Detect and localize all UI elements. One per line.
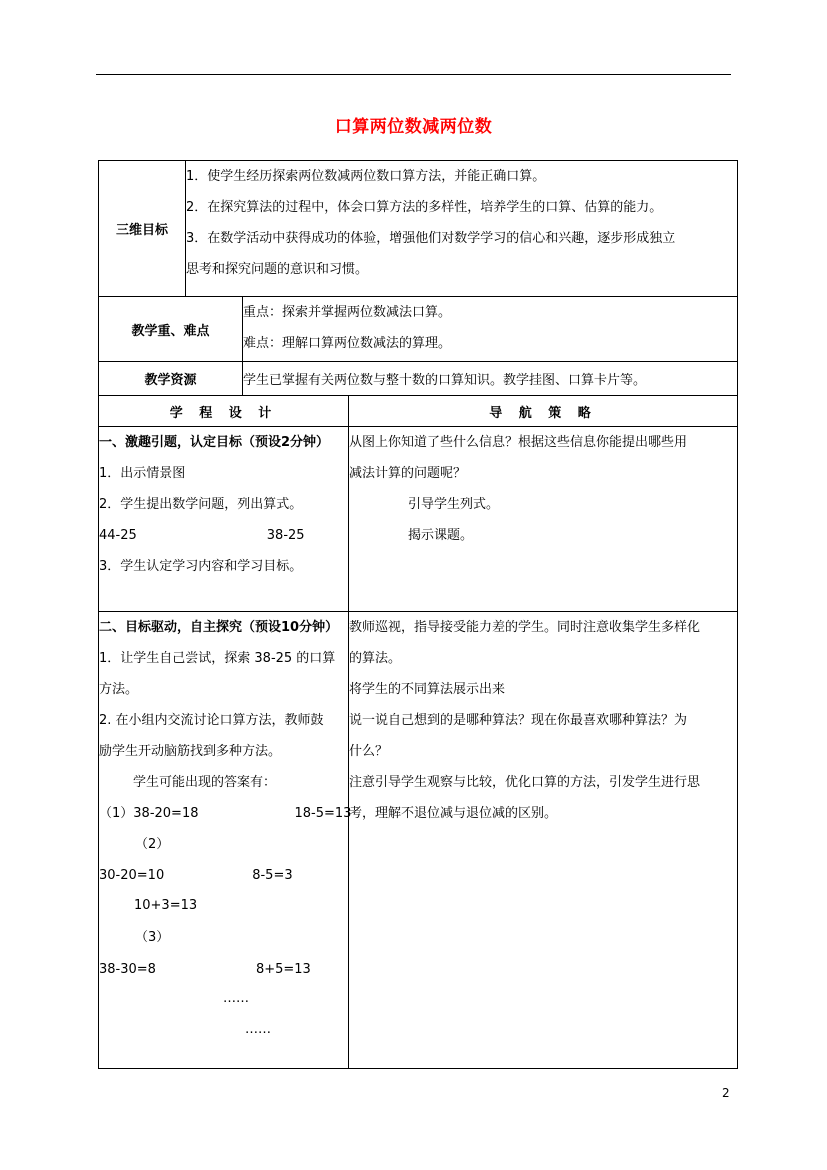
equation: 18-5=13 bbox=[294, 806, 352, 821]
section2-line: 2. 在小组内交流讨论口算方法，教师鼓 bbox=[99, 713, 324, 728]
goals-label: 三维目标 bbox=[99, 161, 186, 297]
section2-heading: 二、目标驱动，自主探究（预设10分钟） bbox=[99, 620, 339, 635]
section2-line: 励学生开动脑筋找到多种方法。 bbox=[99, 744, 282, 759]
equation: 38-30=8 bbox=[99, 962, 156, 977]
strategy-line: 减法计算的问题呢？ bbox=[349, 466, 467, 481]
section1-item: 1．出示情景图 bbox=[99, 466, 186, 481]
answer-3-label: （3） bbox=[135, 930, 170, 945]
strategy-line: 揭示课题。 bbox=[408, 528, 474, 543]
equation: 8+5=13 bbox=[255, 962, 311, 977]
section1-design bbox=[99, 427, 349, 612]
section2-line: 方法。 bbox=[99, 682, 139, 697]
lesson-plan-table bbox=[98, 160, 738, 1069]
strategy-line: 说一说自己想到的是哪种算法？现在你最喜欢哪种算法？为 bbox=[349, 713, 688, 728]
section1-strategy bbox=[349, 427, 738, 612]
strategy-line: 考，理解不退位减与退位减的区别。 bbox=[349, 806, 558, 821]
ellipsis: …… bbox=[223, 991, 249, 1006]
answer-2 bbox=[99, 860, 348, 891]
equation: 30-20=10 bbox=[99, 868, 165, 883]
keypoint-line: 难点：理解口算两位数减法的算理。 bbox=[243, 336, 452, 351]
strategy-line: 教师巡视，指导接受能力差的学生。同时注意收集学生多样化 bbox=[349, 620, 701, 635]
answer-2-label: （2） bbox=[135, 837, 170, 852]
section2-row bbox=[99, 612, 738, 1069]
page-number: 2 bbox=[722, 1086, 730, 1100]
resources-label: 教学资源 bbox=[99, 362, 243, 396]
equation: 44-25 bbox=[99, 528, 137, 543]
equation: 38-25 bbox=[266, 528, 305, 543]
keypoints-label: 教学重、难点 bbox=[99, 297, 243, 362]
answers-intro: 学生可能出现的答案有： bbox=[133, 775, 277, 790]
goal-line: 2．在探究算法的过程中，体会口算方法的多样性，培养学生的口算、估算的能力。 bbox=[186, 200, 663, 215]
goals-content bbox=[186, 161, 738, 297]
goals-row bbox=[99, 161, 738, 297]
strategy-line: 引导学生列式。 bbox=[408, 497, 500, 512]
section1-row bbox=[99, 427, 738, 612]
section1-heading: 一、激趣引题，认定目标（预设2分钟） bbox=[99, 435, 330, 450]
header-rule bbox=[96, 74, 731, 75]
resources-row bbox=[99, 362, 738, 396]
equation: 8-5=3 bbox=[252, 868, 293, 883]
answer-2-result: 10+3=13 bbox=[134, 898, 198, 913]
equation: （1）38-20=18 bbox=[99, 806, 199, 821]
section2-line: 1．让学生自己尝试，探索 38-25 的口算 bbox=[99, 651, 336, 666]
section2-strategy bbox=[349, 612, 738, 1069]
section1-equations bbox=[99, 520, 348, 551]
section2-design bbox=[99, 612, 352, 1069]
answer-3 bbox=[99, 954, 348, 985]
strategy-line: 什么？ bbox=[349, 744, 389, 759]
strategy-header: 导 航 策 略 bbox=[349, 396, 738, 427]
keypoint-line: 重点：探索并掌握两位数减法口算。 bbox=[243, 305, 452, 320]
strategy-line: 从图上你知道了些什么信息？根据这些信息你能提出哪些用 bbox=[349, 435, 688, 450]
resources-text: 学生已掌握有关两位数与整十数的口算知识。教学挂图、口算卡片等。 bbox=[243, 362, 738, 396]
strategy-line: 将学生的不同算法展示出来 bbox=[349, 682, 506, 697]
ellipsis: …… bbox=[245, 1022, 271, 1037]
section1-item: 3．学生认定学习内容和学习目标。 bbox=[99, 559, 303, 574]
keypoints-row bbox=[99, 297, 738, 362]
section1-item: 2．学生提出数学问题，列出算式。 bbox=[99, 497, 303, 512]
design-header: 学 程 设 计 bbox=[99, 396, 349, 427]
goal-line: 1．使学生经历探索两位数减两位数口算方法，并能正确口算。 bbox=[186, 169, 546, 184]
design-header-row bbox=[99, 396, 738, 427]
answer-1 bbox=[99, 798, 352, 829]
goal-line: 3．在数学活动中获得成功的体验，增强他们对数学学习的信心和兴趣，逐步形成独立 bbox=[186, 231, 676, 246]
strategy-line: 的算法。 bbox=[349, 651, 402, 666]
keypoints-content bbox=[243, 297, 738, 362]
strategy-line: 注意引导学生观察与比较，优化口算的方法，引发学生进行思 bbox=[349, 775, 701, 790]
goal-line: 思考和探究问题的意识和习惯。 bbox=[186, 262, 369, 277]
page-title: 口算两位数减两位数 bbox=[334, 117, 493, 137]
